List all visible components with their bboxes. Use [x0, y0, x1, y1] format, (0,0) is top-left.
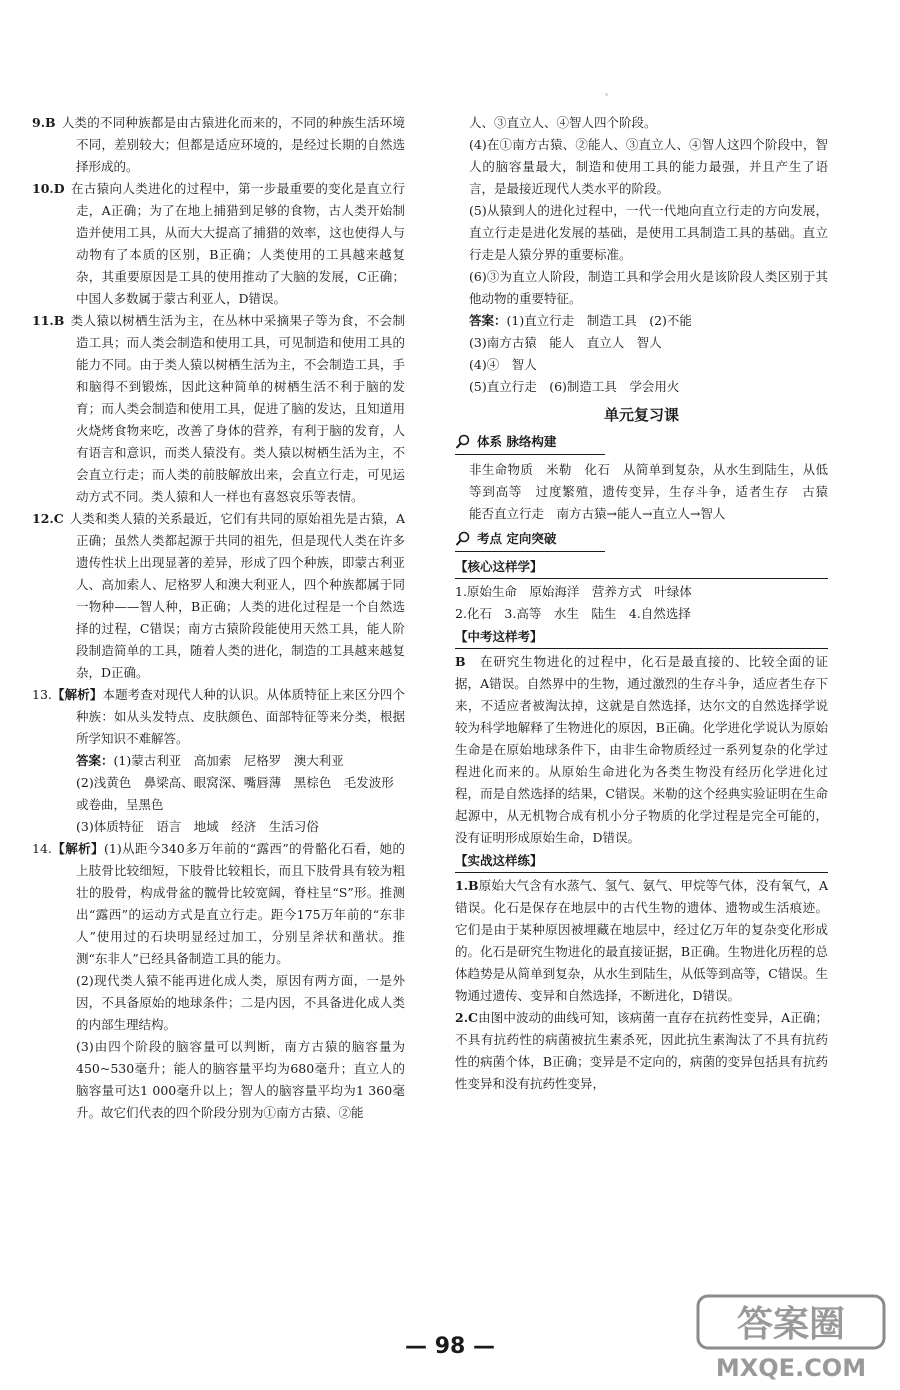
exam-explanation: 在研究生物进化的过程中，化石是最直接的、比较全面的证据，A错误。自然界中的生物，通过激烈的生存斗争，适应者生存下来，不适应者被淘汰掉，这就是自然选择，达尔文的自然选择学说较为科学地解释了生物进化的原因，B正确。化学进化学说认为原始生命是在原始地球条件下，由非生命物质经过一系列复杂的化学过程进化而来的。从原始生命进化为各类生物没有经历化学进化过程，而是自然选择的结果，C错误。米勒的这个经典实验证明在生命起源中，从无机物合成有机小分子物质的化学过程是完全可能的，没有证明形成原始生命，D错误。 — [455, 654, 828, 845]
question-10-text: 在古猿向人类进化的过程中，第一步最重要的变化是直立行走，A正确；为了在地上捕猎到足够的食物，古人类开始制造并使用工具，从而大大提高了捕猎的效率，这也使得人与动物有了本质的区别，B正确；人类使用的工具越来越复杂，其重要原因是工具的使用推动了大脑的发展，C正确；中国人多数属于蒙古利亚人，D错误。 — [70, 181, 405, 306]
analysis-tag: 【解析】 — [51, 841, 104, 856]
question-14-text: (1)从距今340多万年前的“露西”的骨骼化石看，她的上肢骨比较细短，下肢骨比较粗长，而且下肢骨具有较为粗壮的股骨，构成骨盆的髋骨比较宽阔，脊柱呈“S”形。推测出“露西”的运动方式是直立行走。距今175万年前的“东非人”使用过的石块明显经过加工，分别呈斧状和凿状。推测“东非人”已经具备制造工具的能力。 — [76, 841, 405, 966]
continuation-text: 人、③直立人、④智人四个阶段。 — [469, 115, 657, 130]
magnifier-icon — [455, 434, 471, 450]
core-line-2: 2.化石 3.高等 水生 陆生 4.自然选择 — [455, 606, 691, 621]
practice-1 — [455, 875, 828, 1007]
practice-2-number: 2.C — [455, 1010, 478, 1025]
part-6: (6)③为直立人阶段，制造工具和学会用火是该阶段人类区别于其他动物的重要特征。 — [469, 269, 828, 306]
right-column — [455, 112, 841, 1095]
question-9-number: 9.B — [32, 115, 56, 130]
answer-13-3: (3)体质特征 语言 地域 经济 生活习俗 — [76, 819, 319, 834]
answer-14-3: (4)④ 智人 — [469, 357, 537, 372]
question-13 — [32, 684, 405, 750]
question-14 — [32, 838, 405, 970]
question-10-number: 10.D — [32, 181, 65, 196]
question-12-number: 12.C — [32, 511, 64, 526]
watermark-top-text: 答案圈 — [736, 1304, 846, 1345]
practice-2 — [455, 1007, 828, 1095]
answer-14-1: (1)直立行走 制造工具 (2)不能 — [506, 313, 692, 328]
answer-13-line-1 — [32, 750, 405, 772]
framework-text: 非生命物质 米勒 化石 从简单到复杂，从水生到陆生，从低等到高等 过度繁殖，遗传变异，生存斗争，适者生存 古猿 能否直立行走 南方古猿→能人→直立人→智人 — [469, 462, 841, 521]
section-title-framework: 体系 脉络构建 — [477, 434, 557, 449]
core-learn-heading: 【核心这样学】 — [455, 556, 828, 579]
question-9 — [32, 112, 405, 178]
exam-heading: 【中考这样考】 — [455, 626, 828, 649]
unit-review-title: 单元复习课 — [603, 406, 679, 424]
answer-13-1: (1)蒙古利亚 高加索 尼格罗 澳大利亚 — [113, 753, 344, 768]
answer-14-line-1 — [455, 310, 828, 332]
question-13-text: 本题考查对现代人种的认识。从体质特征上来区分四个种族：如从头发特点、皮肤颜色、面部特征等来分类，根据所学知识不难解答。 — [76, 687, 405, 746]
question-10 — [32, 178, 405, 310]
practice-1-text: 原始大气含有水蒸气、氢气、氨气、甲烷等气体，没有氧气，A错误。化石是保存在地层中的古代生物的遗体、遗物或生活痕迹。它们是由于某种原因被埋藏在地层中，经过亿万年的复杂变化形成的。化石是研究生物进化的最直接证据，B正确。生物进化历程的总体趋势是从简单到复杂，从水生到陆生，从低等到高等，C错误。生物通过遗传、变异和自然选择，不断进化，D错误。 — [455, 878, 828, 1003]
part-5: (5)从猿到人的进化过程中，一代一代地向直立行走的方向发展，直立行走是进化发展的基础，是使用工具制造工具的基础。直立行走是人猿分界的重要标准。 — [469, 203, 828, 262]
section-header-framework — [455, 430, 605, 455]
core-line-1: 1.原始生命 原始海洋 营养方式 叶绿体 — [455, 584, 692, 599]
exam-text — [455, 651, 828, 849]
exam-answer: B — [455, 654, 466, 669]
question-9-text: 人类的不同种族都是由古猿进化而来的，不同的种族生活环境不同，差别较大；但都是适应环境的，是经过长期的自然选择形成的。 — [61, 115, 405, 174]
left-column — [32, 112, 405, 1124]
question-12-text: 人类和类人猿的关系最近，它们有共同的原始祖先是古猿，A正确；虽然人类都起源于共同的祖先，但是现代人类在许多遗传性状上出现显著的差异，形成了四个种族，即蒙古利亚人、高加索人、尼格罗人和澳大利亚人，四个种族都属于同一物种——智人种，B正确；人类的进化过程是一个自然选择的过程，C错误；南方古猿阶段能使用天然工具，能人阶段制造简单的工具，随着人类的进化，制造的工具越来越复杂，D正确。 — [69, 511, 405, 680]
question-11 — [32, 310, 405, 508]
section-header-breakthrough — [455, 527, 605, 552]
question-11-text: 类人猿以树栖生活为主，在丛林中采摘果子等为食，不会制造工具；而人类会制造和使用工具，可见制造和使用工具的能力不同。由于类人猿以树栖生活为主，不会制造工具，手和脑得不到锻炼，因此这种简单的树栖生活不利于脑的发育；而人类会制造和使用工具，促进了脑的发达，且知道用火烧烤食物来吃，改善了身体的营养，有利于脑的发育，人有语言和意识，而类人猿没有。类人猿以树栖生活为主，不会直立行走；而人类的前肢解放出来，会直立行走，可见运动方式不同。类人猿和人一样也有喜怒哀乐等表情。 — [70, 313, 405, 504]
watermark-bottom-text: MXQE.COM — [715, 1354, 867, 1382]
page-number: — 98 — — [405, 1334, 495, 1359]
watermark-logo — [696, 1292, 886, 1382]
part-4: (4)在①南方古猿、②能人、③直立人、④智人这四个阶段中，智人的脑容量最大，制造和使用工具的能力最强，并且产生了语言，是最接近现代人类水平的阶段。 — [469, 137, 828, 196]
scan-speck — [605, 93, 608, 96]
question-14-part-3: (3)由四个阶段的脑容量可以判断，南方古猿的脑容量为450~530毫升；能人的脑容量平均为680毫升；直立人的脑容量可达1 000毫升以上；智人的脑容量平均为1 360毫升。故它们代表的四个阶段分别为①南方古猿、②能 — [76, 1039, 405, 1120]
question-14-part-2: (2)现代类人猿不能再进化成人类，原因有两方面，一是外因，不具备原始的地球条件；二是内因，不具备进化成人类的内部生理结构。 — [76, 973, 405, 1032]
practice-1-number: 1.B — [455, 878, 479, 893]
answer-13-2: (2)浅黄色 鼻梁高、眼窝深、嘴唇薄 黑棕色 毛发波形或卷曲，呈黑色 — [76, 775, 394, 812]
question-12 — [32, 508, 405, 684]
practice-heading: 【实战这样练】 — [455, 850, 828, 873]
answer-label: 答案： — [76, 753, 114, 768]
answer-14-4: (5)直立行走 (6)制造工具 学会用火 — [469, 379, 680, 394]
analysis-tag: 【解析】 — [51, 687, 103, 702]
answer-14-2: (3)南方古猿 能人 直立人 智人 — [469, 335, 662, 350]
question-11-number: 11.B — [32, 313, 65, 328]
magnifier-icon — [455, 531, 471, 547]
question-13-number: 13. — [32, 687, 52, 702]
section-title-breakthrough: 考点 定向突破 — [477, 531, 557, 546]
practice-2-text: 由图中波动的曲线可知，该病菌一直存在抗药性变异，A正确；不具有抗药性的病菌被抗生素杀死，因此抗生素淘汰了不具有抗药性的病菌个体，B正确；变异是不定向的，病菌的变异包括具有抗药性变异和没有抗药性变异， — [455, 1010, 828, 1091]
question-14-number: 14. — [32, 841, 52, 856]
answer-label: 答案： — [469, 313, 507, 328]
